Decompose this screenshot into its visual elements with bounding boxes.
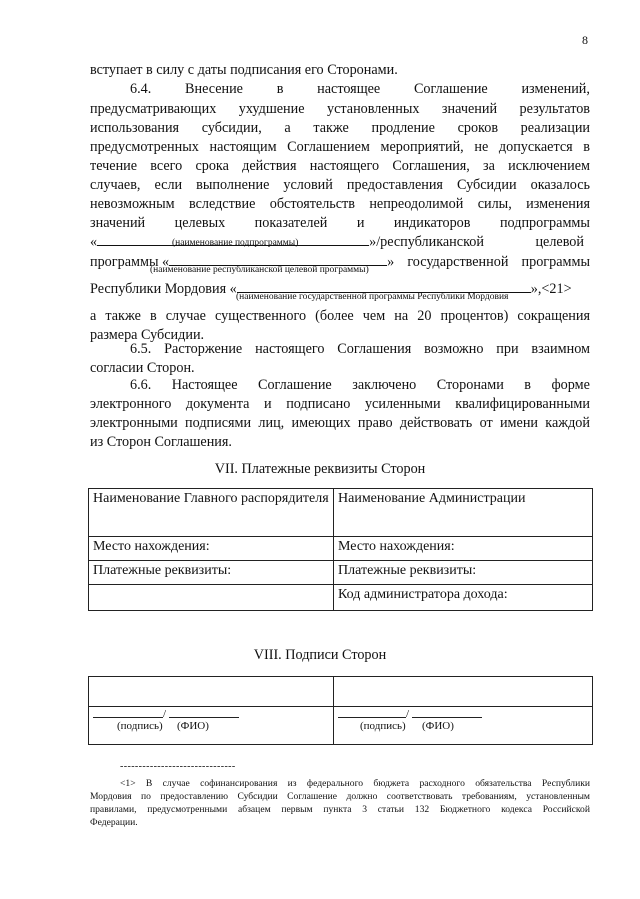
page-number: 8 xyxy=(582,33,588,47)
word: Соглашение xyxy=(413,81,488,97)
signature-label: (подпись) xyxy=(117,720,163,732)
footnote-line-1: <1> В случае софинансирования из федерального бюджета расходного обязательства Республики xyxy=(120,778,590,789)
word: »/республиканской xyxy=(369,234,484,250)
word: индикаторов xyxy=(393,215,471,231)
paragraph-6-4-line-1 xyxy=(130,80,590,98)
section-8-title: VIII. Подписи Сторон xyxy=(253,647,387,663)
word: заключено xyxy=(352,377,417,393)
word: показателей xyxy=(254,215,328,231)
table-row xyxy=(89,585,593,611)
main-manager-name-cell: Наименование Главного распорядителя xyxy=(89,489,334,537)
word: в xyxy=(276,81,284,97)
word: Сторонами xyxy=(436,377,504,393)
section-7-title: VII. Платежные реквизиты Сторон xyxy=(214,461,426,477)
location-cell-left: Место нахождения: xyxy=(89,537,334,561)
paragraph-6-4-line-9 xyxy=(90,233,590,251)
footnote-ref: »,<21> xyxy=(530,281,572,297)
signature-label: (подпись) xyxy=(360,720,406,732)
word: подпрограммы xyxy=(499,215,590,231)
revenue-admin-code-cell: Код администратора дохода: xyxy=(334,585,593,611)
word: изменений, xyxy=(521,81,590,97)
table-row xyxy=(89,561,593,585)
paragraph-6-3-end: вступает в силу с даты подписания его Сторонами. xyxy=(90,62,398,78)
word: значений xyxy=(90,215,146,231)
word: целевой xyxy=(535,234,584,250)
payment-details-cell-left: Платежные реквизиты: xyxy=(89,561,334,585)
name-line xyxy=(169,717,239,718)
paragraph-6-6-line-1 xyxy=(130,376,590,394)
signature-header-left xyxy=(89,677,334,707)
paragraph-6-4-line-8 xyxy=(90,214,590,232)
administration-name-cell: Наименование Администрации xyxy=(334,489,593,537)
quote-open: « xyxy=(90,234,98,250)
paragraph-6-4-line-2: предусматривающих ухудшение установленных значений результатов xyxy=(90,101,590,117)
caption-state-program: (наименование государственной программы Республики Мордовия xyxy=(236,292,509,302)
table-row xyxy=(89,489,593,537)
slash: / xyxy=(406,708,410,720)
signature-cell-left xyxy=(89,707,334,745)
location-cell-right: Место нахождения: xyxy=(334,537,593,561)
paragraph-6-6-line-3: электронными подписями лиц, имеющих право действовать от имени каждой xyxy=(90,415,590,431)
slash: / xyxy=(163,708,167,720)
signatures-table xyxy=(88,676,593,745)
word: программы « xyxy=(90,254,170,270)
payment-details-cell-right: Платежные реквизиты: xyxy=(334,561,593,585)
paragraph-6-5-line-1: 6.5. Расторжение настоящего Соглашения возможно при взаимном xyxy=(130,341,590,357)
empty-cell xyxy=(89,585,334,611)
name-label: (ФИО) xyxy=(177,720,209,732)
clause-number: 6.4. xyxy=(130,81,152,97)
word: форме xyxy=(551,377,590,393)
table-row xyxy=(89,537,593,561)
requisites-table xyxy=(88,488,593,611)
paragraph-6-4-line-6: случаев, если выполнение условий предоставления Субсидии оказалось xyxy=(90,177,590,193)
signature-cell-right xyxy=(334,707,593,745)
caption-subprogram: (наименование подпрограммы) xyxy=(172,238,299,248)
footnote-line-3: правилами, предусмотренными абзацем первым пункта 3 статьи 132 Бюджетного кодекса Российской xyxy=(90,804,590,815)
paragraph-6-6-line-4: из Сторон Соглашения. xyxy=(90,434,232,450)
word: » государственной программы xyxy=(387,254,590,270)
table-row xyxy=(89,677,593,707)
name-label: (ФИО) xyxy=(422,720,454,732)
signature-line xyxy=(338,717,406,718)
footnote-line-4: Федерации. xyxy=(90,817,138,828)
signature-header-right xyxy=(334,677,593,707)
clause-number: 6.6. xyxy=(130,377,152,393)
table-row xyxy=(89,707,593,745)
word: настоящее xyxy=(317,81,381,97)
paragraph-6-4-line-13: размера Субсидии. xyxy=(90,327,205,343)
paragraph-6-4-line-12: а также в случае существенного (более чем на 20 процентов) сокращения xyxy=(90,308,590,324)
paragraph-6-6-line-2: электронного документа и подписано усиленными квалифицированными xyxy=(90,396,590,412)
word: Республики Мордовия « xyxy=(90,281,237,297)
paragraph-6-4-line-4: предусмотренных настоящим Соглашением мероприятий, не допускается в xyxy=(90,139,590,155)
paragraph-6-4-line-7: невозможным вследствие обстоятельств непреодолимой силы, изменения xyxy=(90,196,590,212)
signature-line xyxy=(93,717,163,718)
footnote-line-2: Мордовия по предоставлению Субсидии Соглашение должно соответствовать требованиям, установленным xyxy=(90,791,590,802)
paragraph-6-4-line-5: течение всего срока действия настоящего Соглашения, за исключением xyxy=(90,158,590,174)
word: Настоящее xyxy=(171,377,238,393)
word: Внесение xyxy=(185,81,243,97)
paragraph-6-5-line-2: согласии Сторон. xyxy=(90,360,195,376)
name-line xyxy=(412,717,482,718)
word: Соглашение xyxy=(257,377,332,393)
paragraph-6-4-line-3: использования субсидии, а также продление сроков реализации xyxy=(90,120,590,136)
footnote-separator: ------------------------------- xyxy=(120,761,236,772)
word: в xyxy=(524,377,531,393)
caption-target-program: (наименование республиканской целевой программы) xyxy=(150,265,369,275)
word: и xyxy=(356,215,365,231)
word: целевых xyxy=(174,215,226,231)
